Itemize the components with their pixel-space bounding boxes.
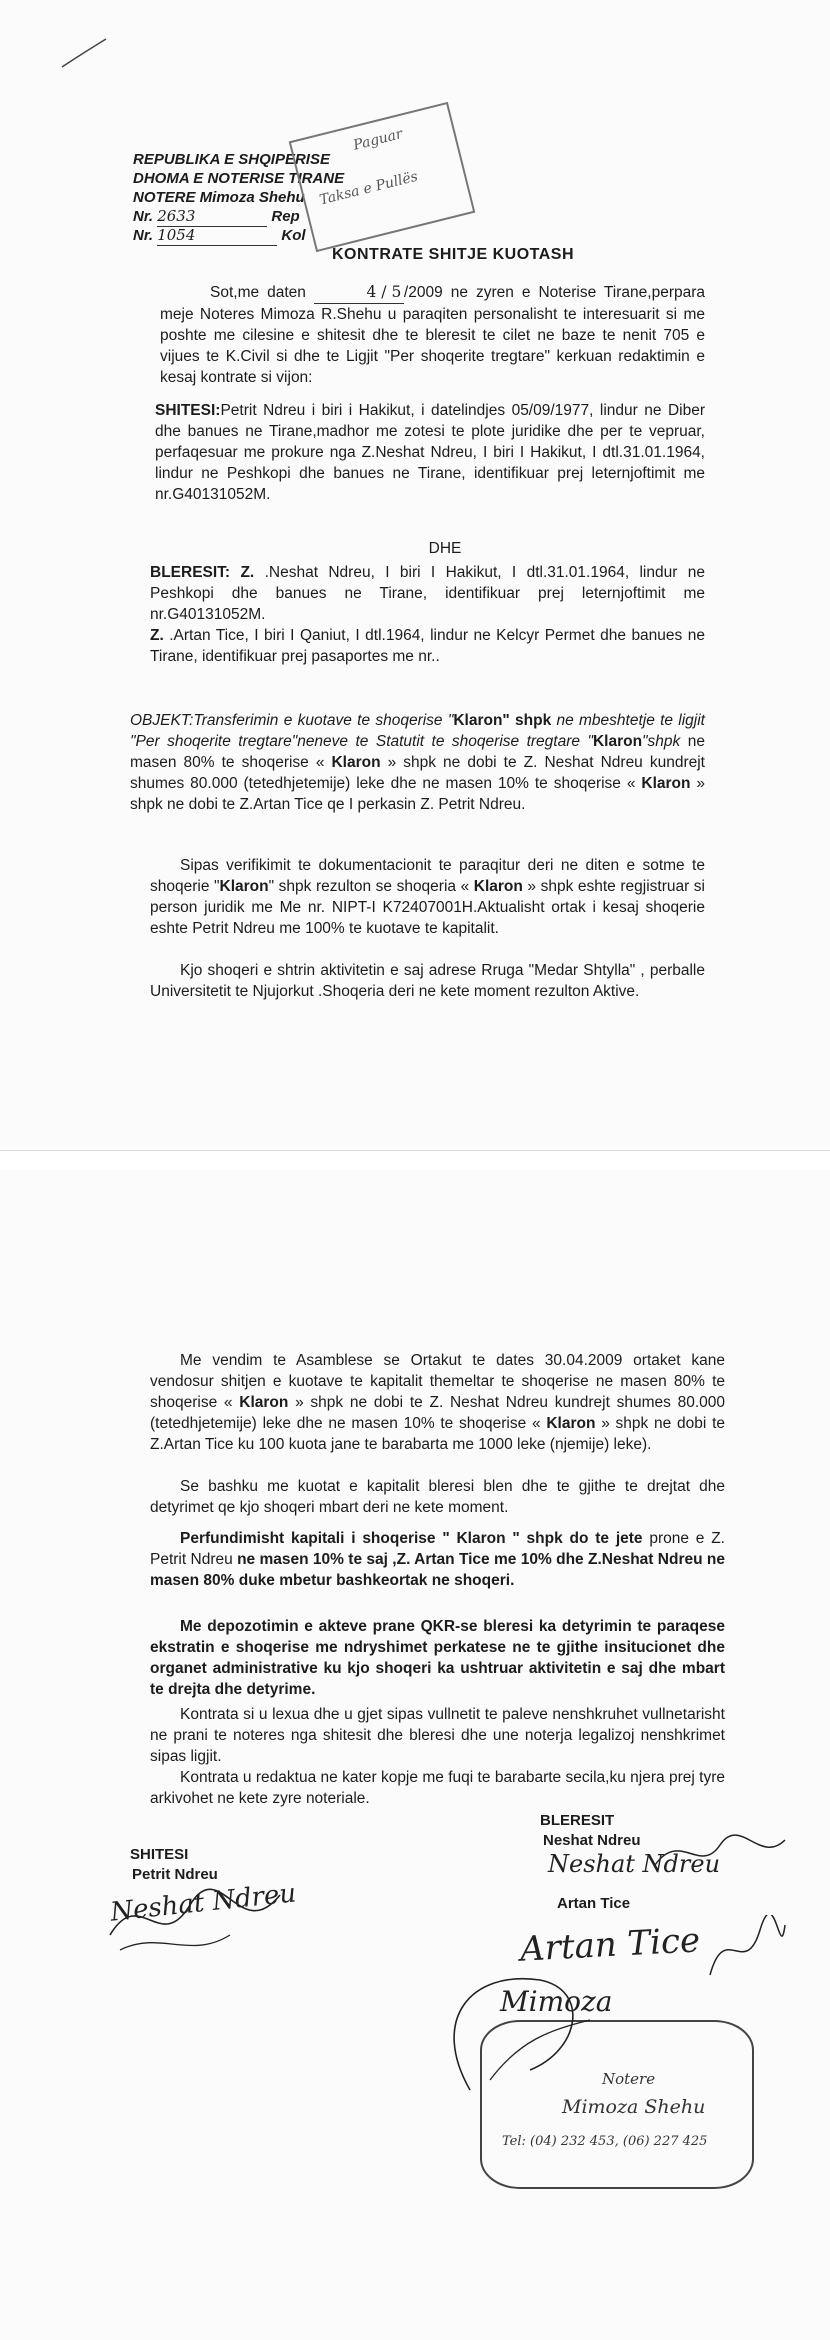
seller-signature: Neshat Ndreu <box>108 1878 298 1928</box>
kol-value: 1054 <box>157 226 277 246</box>
copies-paragraph: Kontrata u redaktua ne kater kopje me fuqi te barabarte secila,ku njera prej tyre arkivohet ne kete zyre noteriale. <box>150 1769 725 1807</box>
company-name: Klaron <box>239 1394 289 1411</box>
stamp-line2: Taksa e Pullës <box>317 168 420 209</box>
notary-stamp-title: Notere <box>602 2070 656 2088</box>
buyer1-signature-strokes-icon <box>650 1825 790 1880</box>
seller-paragraph <box>155 400 705 505</box>
company-name: Klaron <box>219 878 269 895</box>
object-text-a: Transferimin e kuotave te shoqerise " <box>193 712 454 729</box>
header-kol-number <box>133 226 306 246</box>
object-text-d: "shpk <box>642 733 681 750</box>
notary-signature-strokes-icon <box>430 1960 600 2110</box>
company-name: Klaron <box>331 754 381 771</box>
rep-value: 2633 <box>157 207 267 227</box>
document-title: KONTRATE SHITJE KUOTASH <box>332 246 575 263</box>
notary-stamp-name: Mimoza Shehu <box>562 2096 706 2118</box>
tax-stamp <box>289 102 476 252</box>
buyer1-sig-name: Neshat Ndreu <box>543 1832 641 1849</box>
object-text-e: ne masen 80% te shoqerise « <box>130 733 705 771</box>
company-name: Klaron <box>641 775 691 792</box>
assembly-paragraph <box>150 1350 725 1455</box>
notary-stamp-phone: Tel: (04) 232 453, (06) 227 425 <box>502 2134 708 2149</box>
final-capital-text-d: ne masen 10% te saj ,Z. Artan Tice me 10% dhe Z.Neshat Ndreu ne masen 80% duke mbetur bashkeortak ne shoqeri. <box>150 1551 725 1589</box>
buyer-paragraph <box>150 562 705 667</box>
final-capital-text-a: Perfundimisht kapitali i shoqerise " Klaron " shpk do te jete <box>180 1530 643 1547</box>
document-page-1 <box>0 0 830 1150</box>
verification-paragraph <box>150 855 705 939</box>
buyer2-label: Z. <box>150 627 164 644</box>
object-paragraph <box>130 710 705 815</box>
intro-paragraph <box>160 282 705 388</box>
page-separator <box>0 1150 830 1171</box>
buyer1-text: .Neshat Ndreu, I biri I Hakikut, I dtl.31.01.1964, lindur ne Peshkopi dhe banues ne Tirane, identifikuar prej leternjoftimit me nr.G40131052M. <box>150 564 705 623</box>
kol-suffix: Kol <box>281 227 306 244</box>
rights-paragraph: Se bashku me kuotat e kapitalit bleresi blen dhe te gjithe te drejtat dhe detyrimet qe kjo shoqeri mbart deri ne kete moment. <box>150 1478 725 1516</box>
buyer1-label: Z. <box>240 564 255 581</box>
assembly-text-c: » shpk ne dobi te Z.Artan Tice ku 100 kuota jane te barabarta me 1000 leke (njemije) leke). <box>150 1415 726 1453</box>
object-text-b: " shpk <box>502 712 552 729</box>
intro-handwritten-date: 4 / 5 <box>314 282 404 304</box>
buyer2-sig-name: Artan Tice <box>557 1895 631 1912</box>
object-text-g: » shpk ne dobi te Z.Artan Tice qe I perkasin Z. Petrit Ndreu. <box>130 775 705 813</box>
rep-label: Nr. <box>133 208 154 225</box>
object-text-f: » shpk ne dobi te Z. Neshat Ndreu kundrejt shumes 80.000 (tetedhjetemije) leke dhe ne masen 10% te shoqerise « <box>130 754 705 792</box>
document-page-2 <box>0 1170 830 2340</box>
company-name: Klaron <box>546 1415 596 1432</box>
company-name: Klaron <box>473 878 523 895</box>
company-name: Klaron <box>453 712 503 729</box>
seller-label: SHITESI: <box>155 402 221 419</box>
buyer2-text: .Artan Tice, I biri I Qaniut, I dtl.1964, lindur ne Kelcyr Permet dhe banues ne Tirane, identifikuar prej pasaportes me nr.. <box>150 627 705 665</box>
buyer2-signature-strokes-icon <box>700 1915 790 1985</box>
verification-text-c: » shpk eshte regjistruar si person juridik me Me nr. NIPT-I K72407001H.Aktualisht ortak i kesaj shoqerie eshte Petrit Ndreu me 100% te kuotave te kapitalit. <box>150 878 705 937</box>
address-paragraph: Kjo shoqeri e shtrin aktivitetin e saj adrese Rruga "Medar Shtylla" , perballe Universitetit te Njujorkut .Shoqeria deri ne kete moment rezulton Aktive. <box>150 962 705 1000</box>
seller-sig-label: SHITESI <box>130 1846 189 1863</box>
assembly-text-b: » shpk ne dobi te Z. Neshat Ndreu kundrejt shumes 80.000 (tetedhjetemije) leke dhe ne masen 10% te shoqerise « <box>150 1394 725 1432</box>
intro-text-1: Sot,me daten <box>210 284 306 301</box>
verification-text-b: " shpk rezulton se shoqeria « <box>268 878 474 895</box>
final-capital-paragraph <box>150 1528 725 1591</box>
seller-signature-strokes-icon <box>100 1875 290 1965</box>
buyer1-signature: Neshat Ndreu <box>548 1850 721 1878</box>
seller-text: Petrit Ndreu i biri i Hakikut, i datelindjes 05/09/1977, lindur ne Diber dhe banues ne Tirane,madhor me zotesi te plote juridike dhe per te vepruar, perfaqesuar me prokure nga Z.Neshat Ndreu, I biri I Hakikut, I dtl.31.01.1964, lindur ne Peshkopi dhe banues ne Tirane, identifikuar prej leternjoftimit me nr.G40131052M. <box>155 402 705 503</box>
intro-text-2: /2009 ne zyren e Noterise Tirane,perpara meje Noteres Mimoza R.Shehu u paraqiten personalisht te interesuarit si me poshte me cilesine e shitesit dhe te bleresit te cilet ne baze te nenit 705 e vijues te K.Civil si dhe te Ligjit "Per shoqerite tregtare" kerkuan redaktimin e kesaj kontrate si vijon: <box>160 284 706 386</box>
seller-sig-name: Petrit Ndreu <box>132 1866 218 1883</box>
stamp-line1: Paguar <box>351 126 405 154</box>
company-name: Klaron <box>592 733 643 750</box>
object-text-c: ne mbeshtetje te ligjit "Per shoqerite tregtare"neneve te Statutit te shoqerise tregtare " <box>130 712 705 750</box>
header-rep-number <box>133 207 300 227</box>
assembly-text-a: Me vendim te Asamblese se Ortakut te dates 30.04.2009 ortaket kane vendosur shitjen e kuotave te kapitalit themeltar te shoqerise ne masen 80% te shoqerise « <box>150 1352 725 1411</box>
final-capital-text-b: prone e <box>649 1530 712 1547</box>
header-republic: REPUBLIKA E SHQIPERISE <box>133 151 330 168</box>
header-notary: NOTERE Mimoza Shehu <box>133 189 305 206</box>
final-capital-text-c: Z. Petrit Ndreu <box>150 1530 725 1568</box>
verification-text-a: Sipas verifikimit te dokumentacionit te paraqitur deri ne diten e sotme te shoqerie " <box>150 857 705 895</box>
read-paragraph: Kontrata si u lexua dhe u gjet sipas vullnetit te paleve nenshkruhet vullnetarisht ne prani te noteres nga shitesit dhe bleresi dhe une noterja legalizoj nenshkrimet sipas ligjit. <box>150 1706 725 1765</box>
rep-suffix: Rep <box>271 208 300 225</box>
kol-label: Nr. <box>133 227 154 244</box>
buyer2-signature: Artan Tice <box>519 1920 702 1970</box>
buyers-sig-label: BLERESIT <box>540 1812 615 1829</box>
pen-mark-icon <box>60 35 110 70</box>
and-separator: DHE <box>428 540 462 557</box>
object-label: OBJEKT: <box>130 712 194 729</box>
buyer-label: BLERESIT: <box>150 564 231 581</box>
notary-signature: Mimoza <box>500 1985 613 2018</box>
header-chamber: DHOMA E NOTERISE TIRANE <box>133 170 345 187</box>
qkr-paragraph: Me depozotimin e akteve prane QKR-se bleresi ka detyrimin te paraqese ekstratin e shoqerise me ndryshimet perkatese ne te gjithe insitucionet dhe organet administrative ku kjo shoqeri ka ushtruar aktivitetin e saj dhe mbart te drejta dhe detyrime. <box>150 1618 725 1698</box>
